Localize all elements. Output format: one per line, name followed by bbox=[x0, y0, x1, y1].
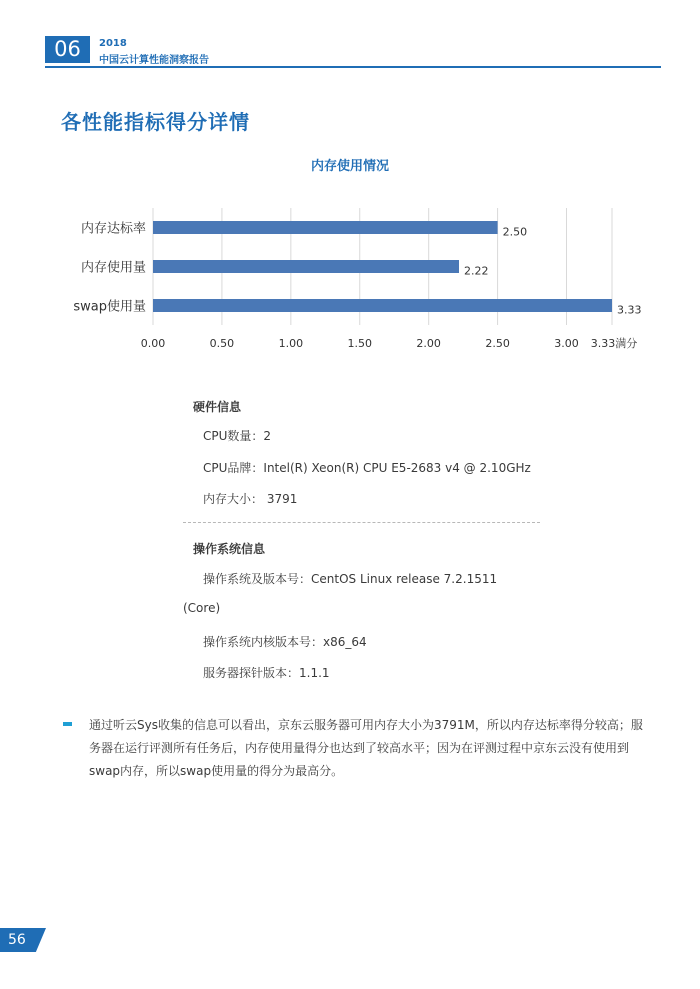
value-label: 2.50 bbox=[502, 225, 528, 239]
bar bbox=[153, 221, 498, 234]
section-title: 各性能指标得分详情 bbox=[61, 110, 250, 134]
category-label: swap使用量 bbox=[73, 299, 146, 315]
memory-size: 内存大小： 3791 bbox=[203, 492, 298, 506]
x-tick-label: 2.00 bbox=[416, 337, 441, 350]
x-tick-label: 0.50 bbox=[209, 337, 235, 350]
x-tick-label: 1.00 bbox=[278, 337, 304, 350]
value-label: 3.33 bbox=[617, 303, 642, 317]
x-tick-label: 1.50 bbox=[347, 337, 373, 350]
value-label: 2.22 bbox=[464, 264, 489, 278]
os-version: 操作系统及版本号：CentOS Linux release 7.2.1511 bbox=[203, 572, 498, 586]
chapter-badge: 06 bbox=[45, 36, 90, 63]
hardware-heading: 硬件信息 bbox=[193, 400, 242, 414]
report-title: 中国云计算性能洞察报告 bbox=[99, 55, 209, 66]
cpu-brand: CPU品牌：Intel(R) Xeon(R) CPU E5-2683 v4 @ 2.10GHz bbox=[203, 461, 531, 475]
header-rule bbox=[45, 66, 661, 68]
x-tick-label: 0.00 bbox=[140, 337, 166, 350]
cpu-count: CPU数量：2 bbox=[203, 429, 272, 443]
probe-version: 服务器探针版本：1.1.1 bbox=[203, 666, 330, 680]
bar bbox=[153, 299, 612, 312]
category-label: 内存达标率 bbox=[80, 221, 146, 237]
x-tick-label: 3.00 bbox=[554, 337, 579, 350]
memory-usage-chart bbox=[0, 200, 700, 360]
kernel-version: 操作系统内核版本号：x86_64 bbox=[203, 635, 367, 649]
x-tick-label: 2.50 bbox=[485, 337, 510, 350]
bar bbox=[153, 260, 459, 273]
divider bbox=[183, 522, 540, 523]
os-heading: 操作系统信息 bbox=[193, 542, 266, 556]
os-version-cont: (Core) bbox=[183, 601, 221, 615]
summary-paragraph: 通过听云Sys收集的信息可以看出，京东云服务器可用内存大小为3791M，所以内存达标率得分较高；服务器在运行评测所有任务后，内存使用量得分也达到了较高水平；因为在评测过程中京东云没有使用到swap内存，所以swap使用量的得分为最高分。 bbox=[89, 718, 643, 778]
x-tick-label: 3.33满分 bbox=[590, 337, 638, 350]
category-label: 内存使用量 bbox=[80, 260, 146, 276]
bullet-marker bbox=[63, 722, 72, 726]
chart-title: 内存使用情况 bbox=[310, 159, 389, 174]
report-year: 2018 bbox=[99, 38, 127, 49]
page-number: 56 bbox=[8, 932, 26, 948]
